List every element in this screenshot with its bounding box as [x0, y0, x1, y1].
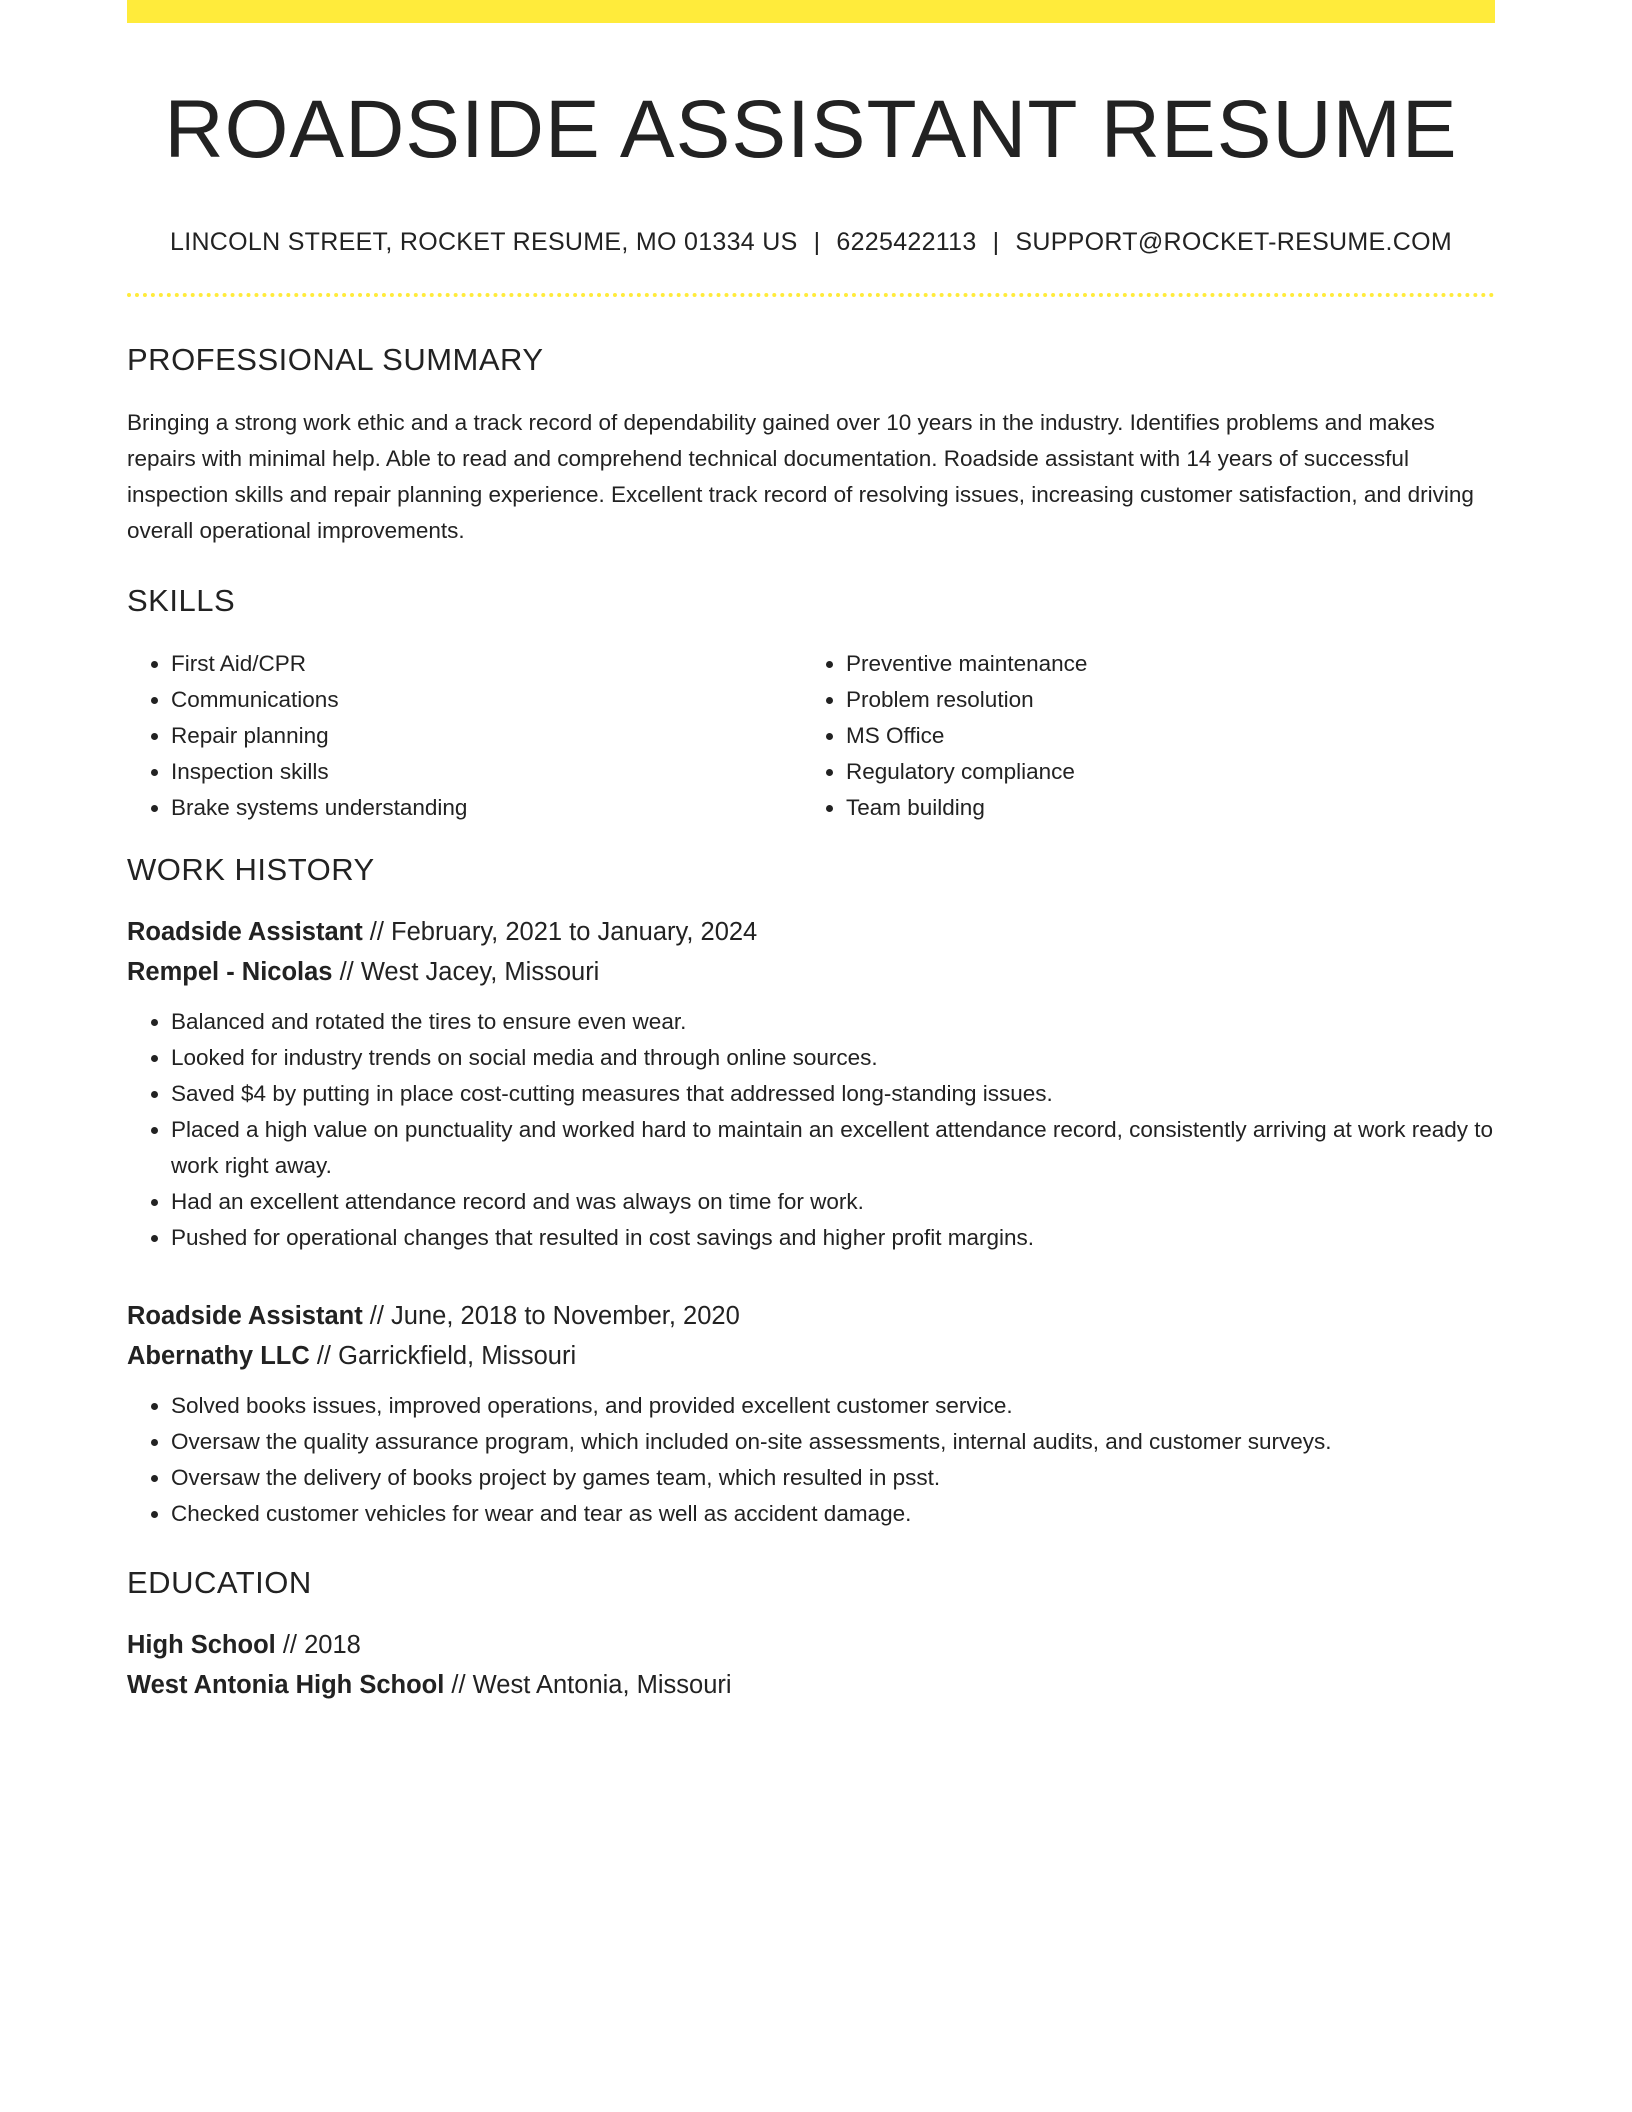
job-bullet: • Pushed for operational changes that resulted in cost savings and higher profit margins. [171, 1220, 1495, 1256]
skill-item: • Team building [846, 790, 1477, 826]
skill-item: • MS Office [846, 718, 1477, 754]
education-entry [127, 1625, 1495, 1705]
contact-line [127, 228, 1495, 257]
job-company: Rempel - Nicolas [127, 958, 333, 987]
accent-top-bar [127, 0, 1495, 23]
education-year: // 2018 [275, 1631, 361, 1660]
skill-item: • First Aid/CPR [171, 646, 802, 682]
education-school: West Antonia High School [127, 1671, 445, 1700]
contact-email: SUPPORT@ROCKET-RESUME.COM [1015, 228, 1452, 257]
job-bullet: • Solved books issues, improved operations, and provided excellent customer service. [171, 1388, 1495, 1424]
job-entry [127, 912, 1495, 1256]
summary-text: Bringing a strong work ethic and a track record of dependability gained over 10 years in the industry. Identifies problems and makes repairs with minimal help. Able to read and comprehend technical documentation. Roadside assistant with 14 years of successful inspection skills and repair planning experience. Excellent track record of resolving issues, increasing customer satisfaction, and driving overall operational improvements. [127, 410, 1474, 544]
education-degree: High School [127, 1631, 276, 1660]
job-role-line [127, 1296, 1495, 1336]
skills-list [127, 646, 1495, 826]
job-dates: // February, 2021 to January, 2024 [362, 918, 758, 947]
job-bullet: • Checked customer vehicles for wear and tear as well as accident damage. [171, 1496, 1495, 1532]
dotted-divider [127, 293, 1495, 297]
resume-title: ROADSIDE ASSISTANT RESUME [164, 84, 1458, 175]
job-dates: // June, 2018 to November, 2020 [362, 1302, 740, 1331]
job-bullets [127, 1004, 1495, 1256]
job-role-line [127, 912, 1495, 952]
job-bullet: • Looked for industry trends on social media and through online sources. [171, 1040, 1495, 1076]
contact-separator: | [992, 228, 1000, 257]
job-location: // Garrickfield, Missouri [309, 1342, 577, 1371]
job-entry [127, 1296, 1495, 1532]
skill-item: • Regulatory compliance [846, 754, 1477, 790]
job-bullets [127, 1388, 1495, 1532]
summary-heading: PROFESSIONAL SUMMARY [127, 342, 544, 378]
skill-item: • Repair planning [171, 718, 802, 754]
skill-item: • Inspection skills [171, 754, 802, 790]
work-history-heading: WORK HISTORY [127, 852, 375, 888]
resume-page [127, 0, 1495, 1705]
job-bullet: • Oversaw the delivery of books project by games team, which resulted in psst. [171, 1460, 1495, 1496]
job-bullet: • Balanced and rotated the tires to ensure even wear. [171, 1004, 1495, 1040]
job-company-line [127, 952, 1495, 992]
education-heading: EDUCATION [127, 1565, 312, 1601]
job-bullet: • Oversaw the quality assurance program, which included on-site assessments, internal audits, and customer surveys. [171, 1424, 1495, 1460]
contact-phone: 6225422113 [836, 228, 977, 257]
skills-column-right [802, 646, 1477, 826]
job-role: Roadside Assistant [127, 1302, 363, 1331]
job-role: Roadside Assistant [127, 918, 363, 947]
skill-item: • Problem resolution [846, 682, 1477, 718]
skills-heading: SKILLS [127, 583, 236, 619]
education-degree-line [127, 1625, 1495, 1665]
contact-address: LINCOLN STREET, ROCKET RESUME, MO 01334 US [170, 228, 798, 257]
job-bullet: • Placed a high value on punctuality and worked hard to maintain an excellent attendance record, consistently arriving at work ready to work right away. [171, 1112, 1495, 1184]
skills-column-left [127, 646, 802, 826]
skill-item: • Communications [171, 682, 802, 718]
job-company: Abernathy LLC [127, 1342, 310, 1371]
job-company-line [127, 1336, 1495, 1376]
job-bullet: • Had an excellent attendance record and was always on time for work. [171, 1184, 1495, 1220]
education-school-line [127, 1665, 1495, 1705]
skill-item: • Brake systems understanding [171, 790, 802, 826]
job-location: // West Jacey, Missouri [332, 958, 600, 987]
education-location: // West Antonia, Missouri [444, 1671, 732, 1700]
job-bullet: • Saved $4 by putting in place cost-cutting measures that addressed long-standing issues. [171, 1076, 1495, 1112]
skill-item: • Preventive maintenance [846, 646, 1477, 682]
contact-separator: | [813, 228, 821, 257]
